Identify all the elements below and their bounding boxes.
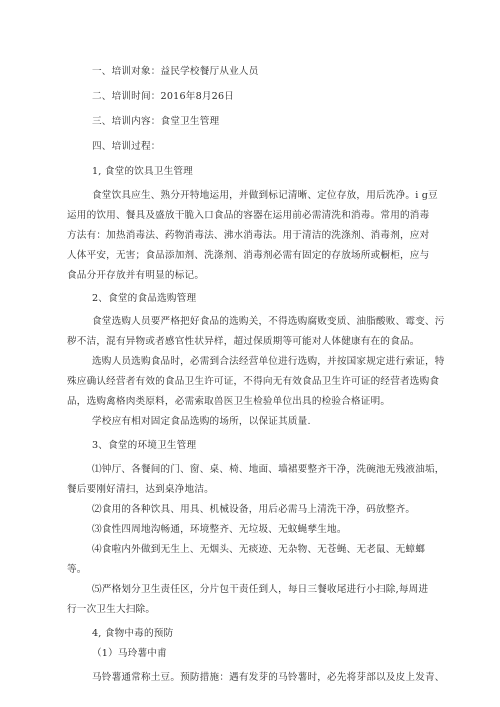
section-2-heading: 2、食堂的食品选购管理 xyxy=(92,293,197,304)
intro-item-1: 一、培训对象：益民学校餐厅从业人员 xyxy=(92,66,259,77)
paragraph-line: 食品分开存放并有明显的标记。 xyxy=(67,270,205,281)
paragraph-line: ⑴钟厅、各餐间的门、窗、桌、椅、地面、墙裙要整齐干净，洗碗池无残液油垢， xyxy=(92,464,445,475)
paragraph-line: 运用的饮用、餐具及盛放干脆入口食品的容器在运用前必需清洗和消毒。常用的消毒 xyxy=(67,210,430,221)
paragraph-line: 餐后要刚好清扫，达到桌净地洁。 xyxy=(67,484,214,495)
section-1-heading: 1, 食堂的饮具卫生管理 xyxy=(92,166,193,177)
intro-item-2: 二、培训时间：2016年8月26日 xyxy=(92,91,235,102)
paragraph-line: 人体平安，无害；食品添加剂、洗涤剂、消毒剂必需有固定的存放场所或橱柜，应与 xyxy=(67,250,430,261)
paragraph-line: 食堂选购人员要严格把好食品的选购关，不得选购腐败变质、油脂酸败、霉变、污 xyxy=(92,316,445,327)
paragraph-line: 食堂饮具应生、熟分开特地运用，并做到标记清晰、定位存放，用后洗净。i g豆 xyxy=(92,190,438,201)
section-4-subheading: （1）马玲薯中甫 xyxy=(92,648,167,659)
paragraph-line: 殊应确认经营者有效的食品卫生许可证，不得向无有效食品卫生许可证的经营者选购食 xyxy=(67,376,440,387)
paragraph-line: 马铃薯通常称土豆。预防措施：遇有发芽的马铃薯时，必先将芽部以及皮上发青、 xyxy=(92,672,445,683)
intro-item-3: 三、培训内容：食堂卫生管理 xyxy=(92,116,220,127)
paragraph-line: 品，选购禽格肉类原料，必需索取兽医卫生检验单位出具的检验合格证明。 xyxy=(67,396,391,407)
paragraph-line: ⑸严格划分卫生责任区，分片包干责任到人，每日三餐收尾进行小扫除,每周进 xyxy=(92,584,429,595)
paragraph-line: 选购人员选购食品时，必需到合法经营单位进行选购，并按国家规定进行索证，特 xyxy=(92,356,445,367)
paragraph-line: 方法有：加热消毒法、药物消毒法、沸水消毒法。用于清洁的洗涤剂、消毒剂，应对 xyxy=(67,230,430,241)
intro-item-4: 四、培训过程： xyxy=(92,141,161,152)
section-4-heading: 4, 食物中毒的预防 xyxy=(92,628,174,639)
paragraph-line: ⑶食性四周地沟畅通，环境整齐、无垃圾、无蚊蝇孳生地。 xyxy=(92,524,347,535)
paragraph-line: 行一次卫生大扫除。 xyxy=(67,604,156,615)
paragraph-line: ⑵食用的各种饮具、用具、机械设备，用后必需马上清洗干净，码放整齐。 xyxy=(92,504,416,515)
paragraph-line: 等。 xyxy=(67,564,87,575)
paragraph-line: 学校应有相对固定食品选购的场所，以保证其质量. xyxy=(92,416,311,427)
section-3-heading: 3、食堂的环境卫生管理 xyxy=(92,440,197,451)
paragraph-line: ⑷食啦内外做到无生上、无烟头、无痰迹、无杂物、无苍蝇、无老鼠、无蟑螂 xyxy=(92,544,425,555)
paragraph-line: 秽不洁，混有异物或者感官性状异样，超过保质期等可能对人体健康有在的食品。 xyxy=(67,336,420,347)
